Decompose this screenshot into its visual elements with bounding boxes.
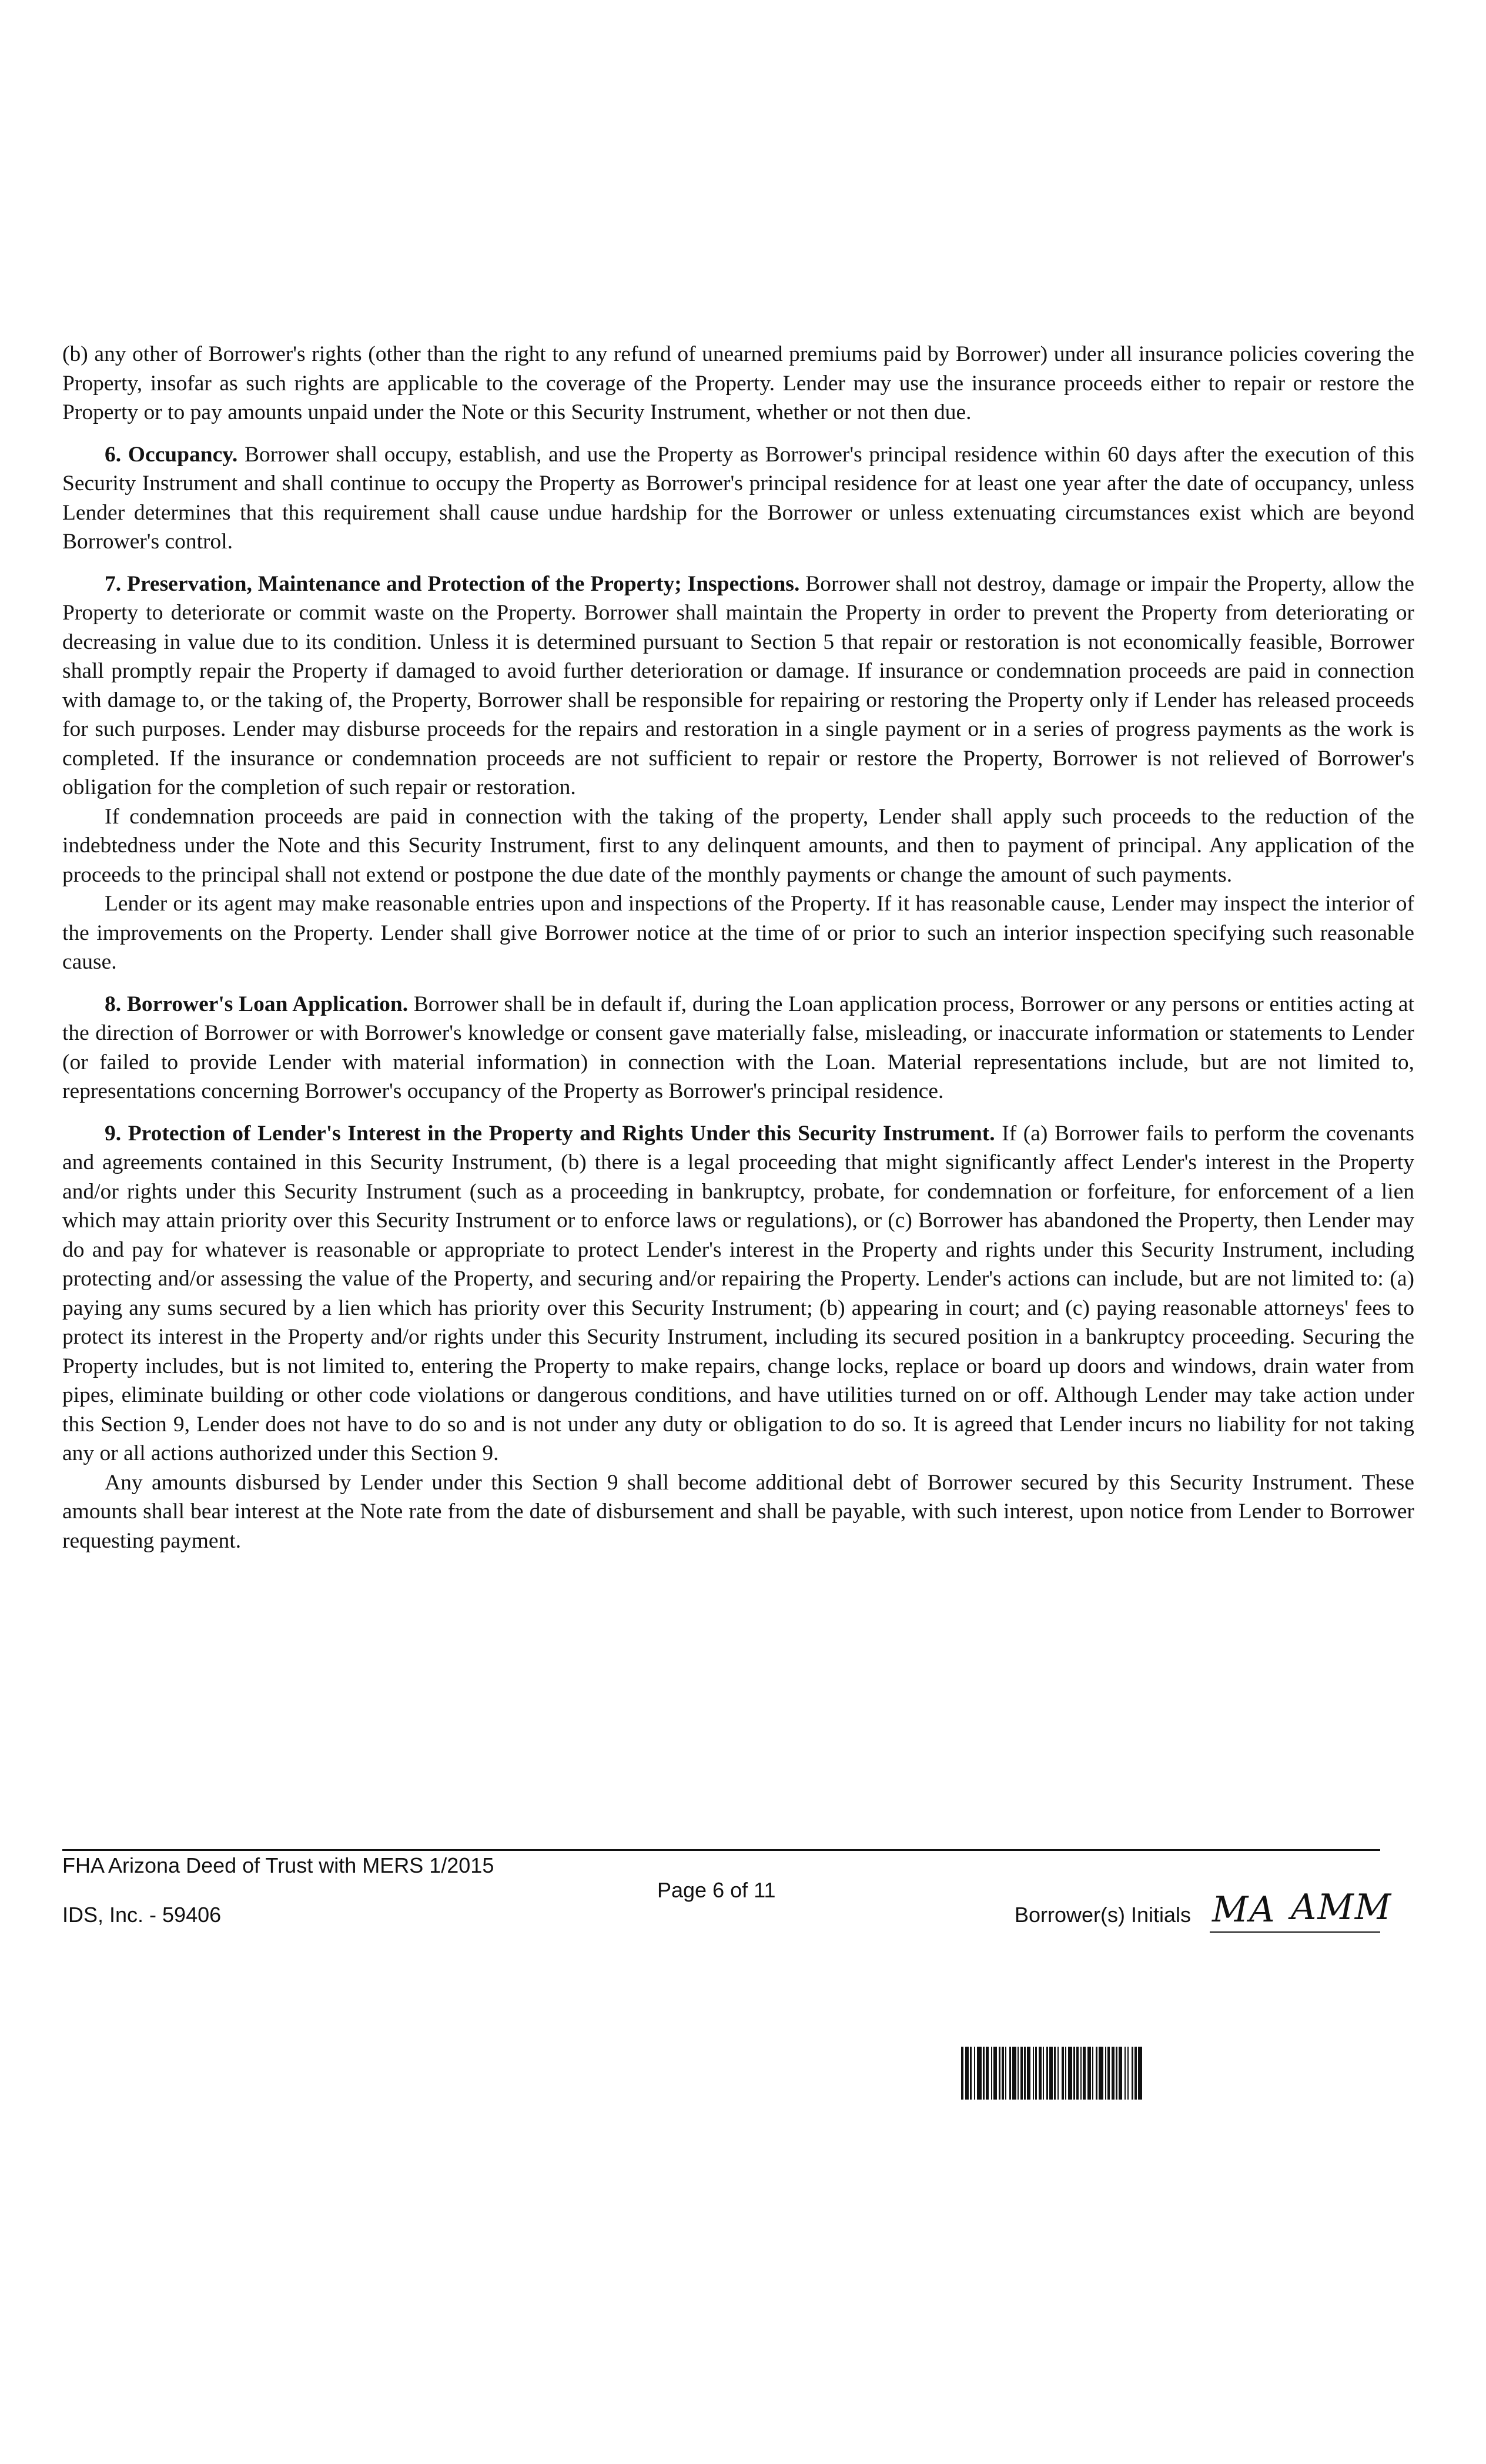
paragraph-condemnation-proceeds bbox=[62, 802, 1414, 890]
footer-vendor-id: IDS, Inc. - 59406 bbox=[62, 1903, 222, 1927]
paragraph-inspections bbox=[62, 889, 1414, 977]
footer-divider bbox=[62, 1849, 1380, 1851]
barcode-icon bbox=[961, 2047, 1381, 2100]
borrower-initials-2: AMM bbox=[1291, 1887, 1393, 1928]
section-heading: 8. Borrower's Loan Application. bbox=[105, 992, 409, 1016]
paragraph-text: Any amounts disbursed by Lender under this Section 9 shall become additional debt of Borrower secured by this Security Instrument. These amounts shall bear interest at the Note rate from the date of disbursement and shall be payable, with such interest, upon notice from Lender to Borrower requesting payment. bbox=[62, 1470, 1414, 1553]
barcode-bar bbox=[977, 2047, 982, 2100]
initials-line bbox=[1210, 1931, 1380, 1933]
barcode-bar bbox=[1012, 2047, 1016, 2100]
section-heading: 7. Preservation, Maintenance and Protection of the Property; Inspections. bbox=[105, 571, 800, 596]
section-9-protection bbox=[62, 1119, 1414, 1468]
barcode-bar bbox=[1099, 2047, 1103, 2100]
section-6-occupancy bbox=[62, 440, 1414, 557]
paragraph-text: Borrower shall occupy, establish, and use the Property as Borrower's principal residence within 60 days after the execution of this Security Instrument and shall continue to occupy the Property as Borrower's principal residence for at least one year after the date of occupancy, unless Lender determines that this requirement shall cause undue hardship for the Borrower or unless extenuating circumstances exist which are beyond Borrower's control. bbox=[62, 442, 1415, 554]
section-7-preservation bbox=[62, 570, 1414, 802]
paragraph-text: Lender or its agent may make reasonable entries upon and inspections of the Property. If it has reasonable cause, Lender may inspect the interior of the improvements on the Property. Lender shall give Borrower notice at the time of or prior to such an interior inspection specifying such reasonable cause. bbox=[62, 892, 1414, 974]
barcode-bar bbox=[1138, 2047, 1142, 2100]
document-body bbox=[62, 340, 1414, 1555]
page-number: Page 6 of 11 bbox=[657, 1878, 776, 1902]
initials-label: Borrower(s) Initials bbox=[1015, 1903, 1192, 1927]
barcode-gap bbox=[1142, 2047, 1144, 2100]
paragraph-text: Borrower shall be in default if, during the Loan application process, Borrower or any persons or entities acting at the direction of Borrower or with Borrower's knowledge or consent gave materially false, misleading, or inaccurate information or statements to Lender (or failed to provide Lender with material information) in connection with the Loan. Material representations include, but are not limited to, representations concerning Borrower's occupancy of the Property as Borrower's principal residence. bbox=[62, 992, 1415, 1103]
paragraph-text: (b) any other of Borrower's rights (other than the right to any refund of unearned premiums paid by Borrower) under all insurance policies covering the Property, insofar as such rights are applicable to the coverage of the Property. Lender may use the insurance proceeds either to repair or restore the Property or to pay amounts unpaid under the Note or this Security Instrument, whether or not then due. bbox=[62, 342, 1414, 424]
borrower-initials-1: MA bbox=[1212, 1889, 1276, 1930]
paragraph-text: If (a) Borrower fails to perform the covenants and agreements contained in this Security Instrument, (b) there is a legal proceeding that might significantly affect Lender's interest in the Property and/or rights under this Security Instrument (such as a proceeding in bankruptcy, probate, for condemnation or forfeiture, for enforcement of a lien which may attain priority over this Security Instrument or to enforce laws or regulations), or (c) Borrower has abandoned the Property, then Lender may do and pay for whatever is reasonable or appropriate to protect Lender's interest in the Property and rights under this Security Instrument, including protecting and/or assessing the value of the Property, and securing and/or repairing the Property. Lender's actions can include, but are not limited to: (a) paying any sums secured by a lien which has priority over this Security Instrument; (b) appearing in court; and (c) paying reasonable attorneys' fees to protect its interest in the Property and/or rights under this Security Instrument, including its secured position in a bankruptcy proceeding. Securing the Property includes, but is not limited to, entering the Property to make repairs, change locks, replace or board up doors and windows, drain water from pipes, eliminate building or other code violations or dangerous conditions, and have utilities turned on or off. Although Lender may take action under this Section 9, Lender does not have to do so and is not under any duty or obligation to do so. It is agreed that Lender incurs no liability for not taking any or all actions authorized under this Section 9. bbox=[62, 1121, 1414, 1465]
paragraph-disbursed-amounts bbox=[62, 1468, 1414, 1556]
paragraph-text: If condemnation proceeds are paid in connection with the taking of the property, Lender shall apply such proceeds to the reduction of the indebtedness under the Note and this Security Instrument, first to any delinquent amounts, and then to payment of principal. Any application of the proceeds to the principal shall not extend or postpone the due date of the monthly payments or change the amount of such payments. bbox=[62, 804, 1414, 887]
paragraph-insurance-rights bbox=[62, 340, 1414, 427]
barcode-bar bbox=[1068, 2047, 1072, 2100]
section-heading: 6. Occupancy. bbox=[105, 442, 238, 467]
paragraph-text: Borrower shall not destroy, damage or impair the Property, allow the Property to deteriorate or commit waste on the Property. Borrower shall maintain the Property in order to prevent the Property from deteriorating or decreasing in value due to its condition. Unless it is determined pursuant to Section 5 that repair or restoration is not economically feasible, Borrower shall promptly repair the Property if damaged to avoid further deterioration or damage. If insurance or condemnation proceeds are paid in connection with damage to, or the taking of, the Property, Borrower shall be responsible for repairing or restoring the Property only if Lender has released proceeds for such purposes. Lender may disburse proceeds for the repairs and restoration in a single payment or in a series of progress payments as the work is completed. If the insurance or condemnation proceeds are not sufficient to repair or restore the Property, Borrower is not relieved of Borrower's obligation for the completion of such repair or restoration. bbox=[62, 571, 1414, 799]
section-heading: 9. Protection of Lender's Interest in the Property and Rights Under this Security Instrument. bbox=[105, 1121, 995, 1146]
section-8-loan-application bbox=[62, 990, 1414, 1106]
footer-form-name: FHA Arizona Deed of Trust with MERS 1/2015 bbox=[62, 1853, 494, 1877]
